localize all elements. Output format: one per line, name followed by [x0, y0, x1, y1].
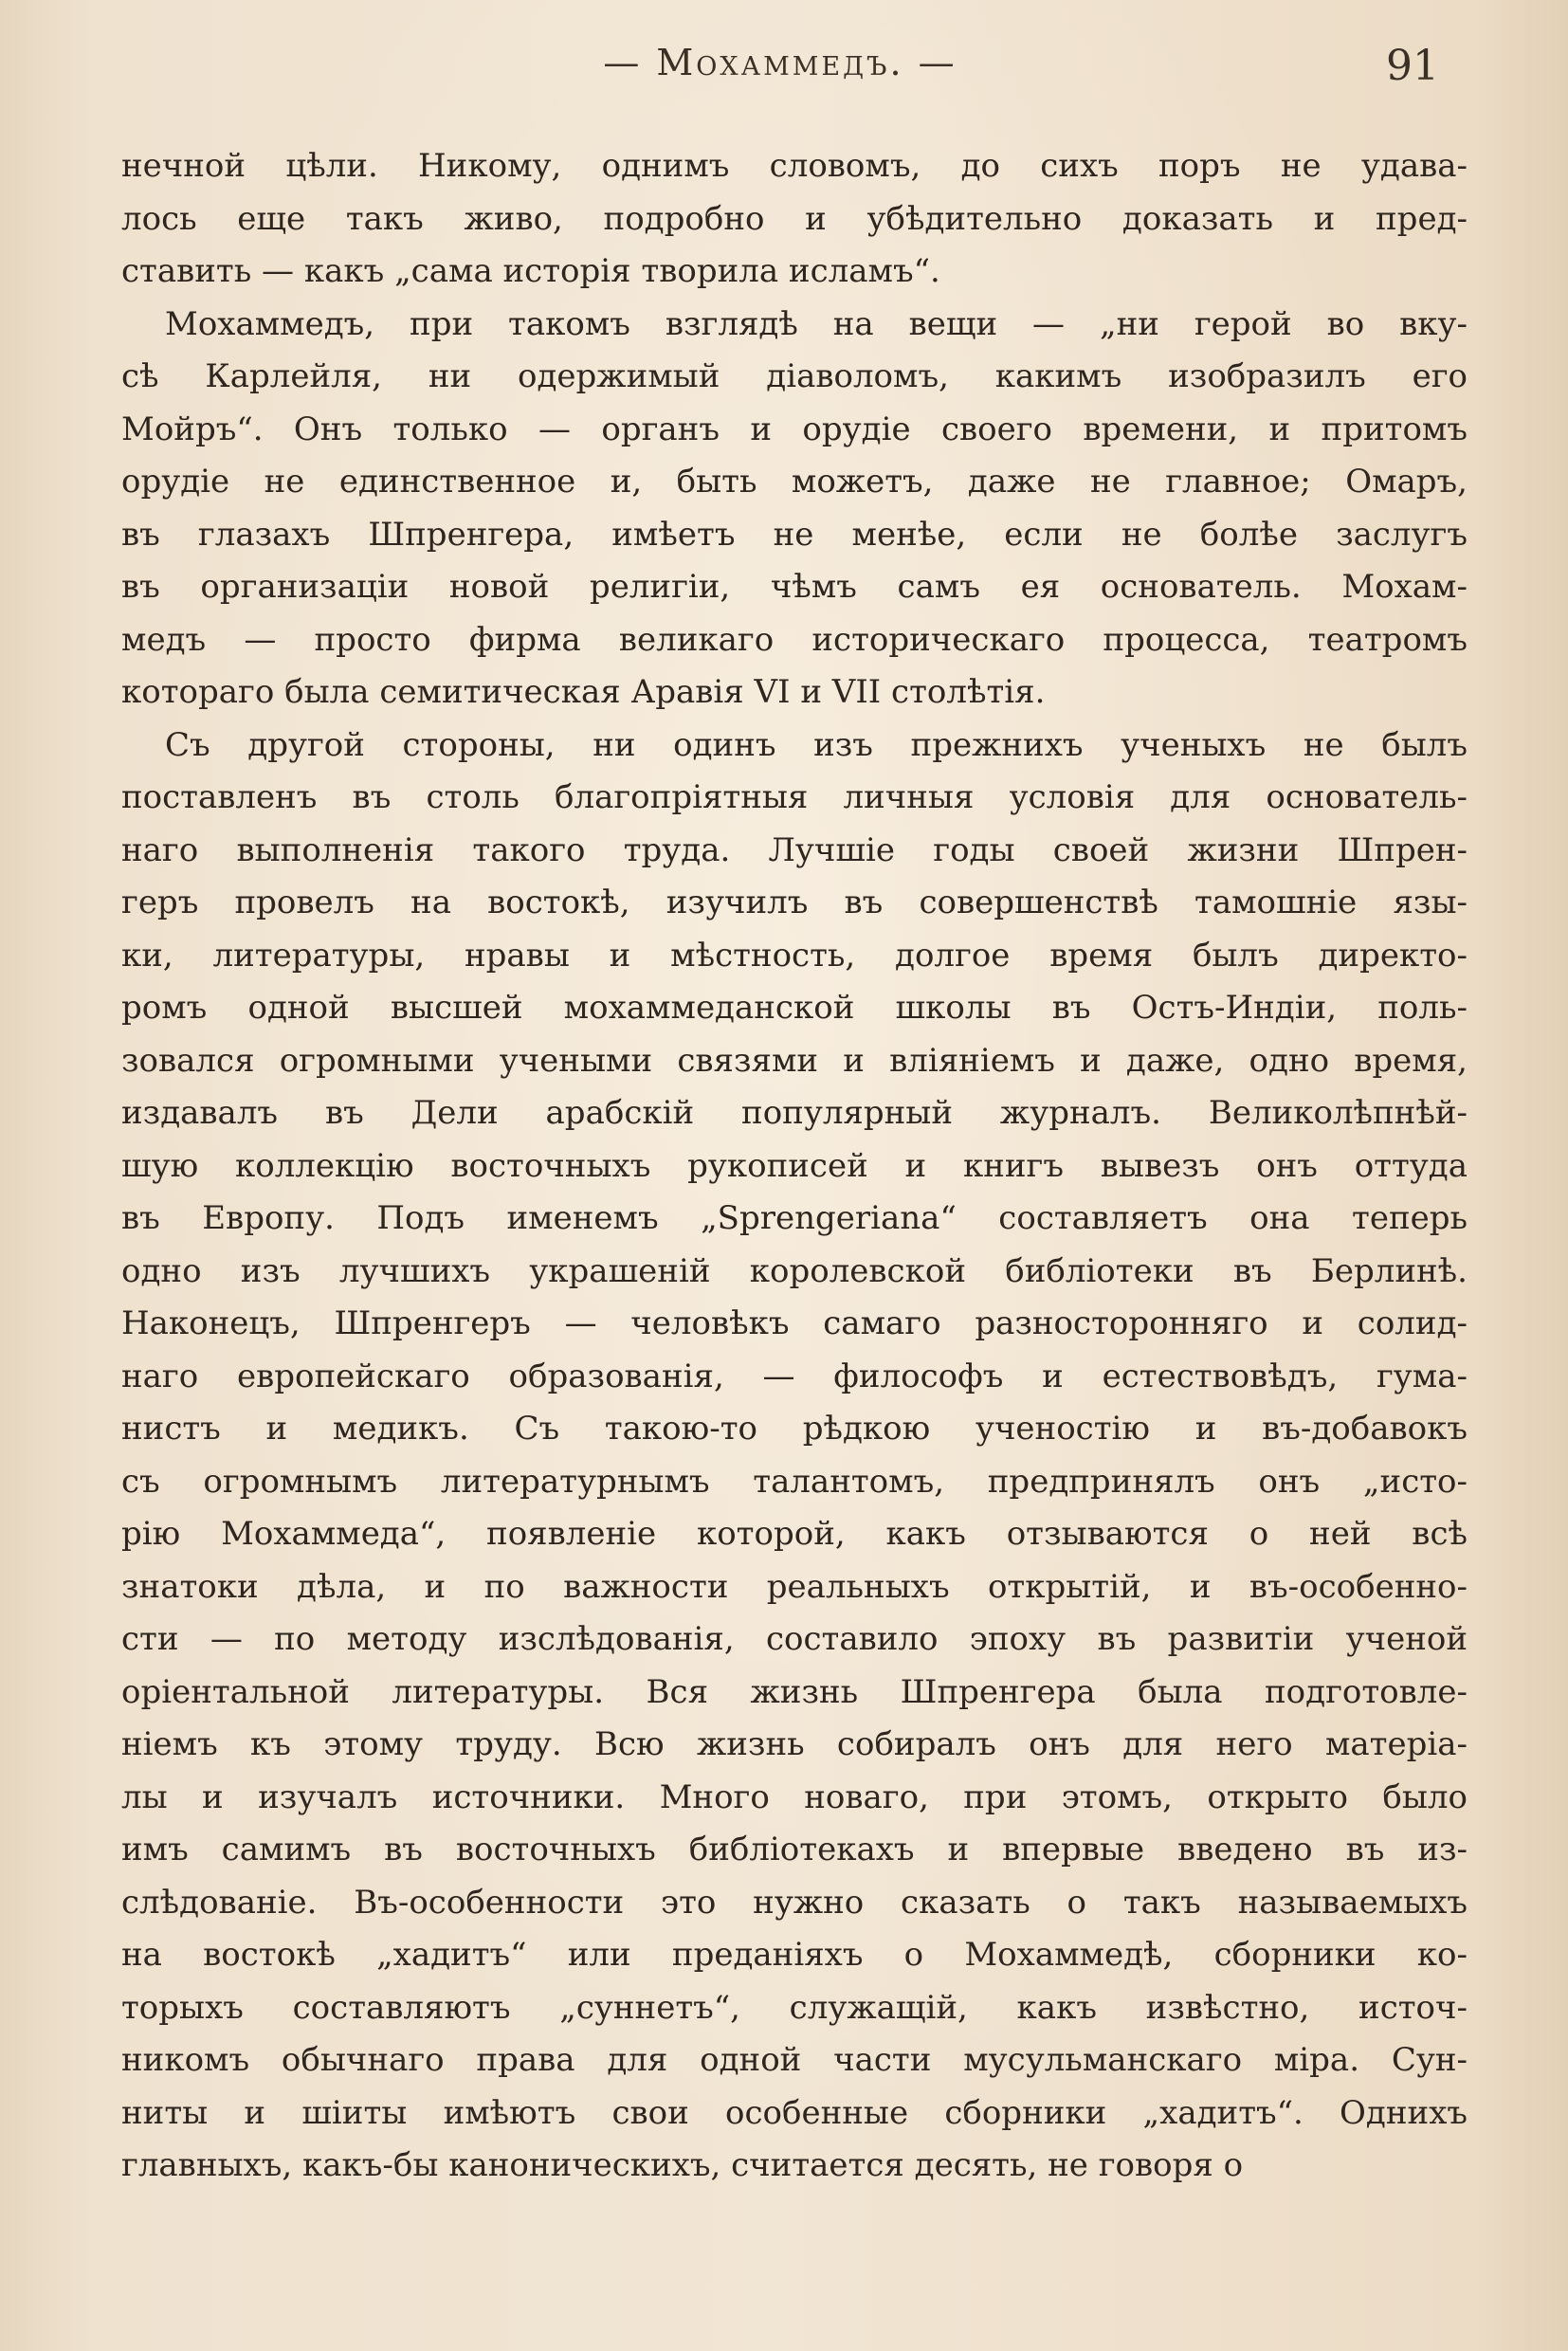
text-line: главныхъ, какъ-бы каноническихъ, считается десять, не говоря о: [121, 2146, 1244, 2184]
text-line: рію Мохаммеда“, появленіе которой, какъ отзываются о ней всѣ: [121, 1515, 1468, 1553]
text-line: геръ провелъ на востокѣ, изучилъ въ совершенствѣ тамошніе язы-: [121, 884, 1468, 921]
paragraph: [121, 720, 1468, 2193]
text-line: одно изъ лучшихъ украшеній королевской библіотеки въ Берлинѣ.: [121, 1251, 1468, 1290]
text-line: издавалъ въ Дели арабскій популярный журналъ. Великолѣпнѣй-: [121, 1094, 1468, 1132]
body-text: [121, 140, 1468, 2193]
text-line: въ организаціи новой религіи, чѣмъ самъ ея основатель. Мохам-: [121, 568, 1468, 606]
page-number: 91: [1386, 42, 1439, 90]
running-head: [121, 42, 1439, 99]
text-line: ромъ одной высшей мохаммеданской школы въ Остъ-Индіи, поль-: [121, 989, 1468, 1027]
text-line: никомъ обычнаго права для одной части мусульманскаго міра. Сун-: [121, 2041, 1468, 2079]
paragraph: [121, 140, 1468, 299]
text-line: медъ — просто фирма великаго историческаго процесса, театромъ: [121, 620, 1468, 659]
text-line: Наконецъ, Шпренгеръ — человѣкъ самаго разносторонняго и солид-: [121, 1304, 1468, 1342]
text-line: лось еще такъ живо, подробно и убѣдительно доказать и пред-: [121, 199, 1468, 238]
text-line: сти — по методу изслѣдованія, составило эпоху въ развитіи ученой: [121, 1620, 1468, 1658]
running-title: — Мохаммедъ. —: [603, 42, 957, 83]
text-line: съ огромнымъ литературнымъ талантомъ, предпринялъ онъ „исто-: [121, 1462, 1468, 1501]
text-line: зовался огромными учеными связями и вліяніемъ и даже, одно время,: [121, 1041, 1468, 1080]
text-line: наго выполненія такого труда. Лучшіе годы своей жизни Шпрен-: [121, 830, 1468, 869]
paragraph: [121, 299, 1468, 720]
text-line: Съ другой стороны, ни одинъ изъ прежнихъ ученыхъ не былъ: [165, 725, 1468, 764]
text-line: ніемъ къ этому труду. Всю жизнь собиралъ онъ для него матеріа-: [121, 1725, 1468, 1763]
text-line: лы и изучалъ источники. Много новаго, при этомъ, открыто было: [121, 1777, 1468, 1816]
text-line: имъ самимъ въ восточныхъ библіотекахъ и впервые введено въ из-: [121, 1831, 1468, 1868]
text-line: знатоки дѣла, и по важности реальныхъ открытій, и въ-особенно-: [121, 1567, 1468, 1606]
text-line: слѣдованіе. Въ-особенности это нужно сказать о такъ называемыхъ: [121, 1883, 1468, 1922]
text-line: Мойръ“. Онъ только — органъ и орудіе своего времени, и притомъ: [121, 410, 1468, 448]
text-line: шую коллекцію восточныхъ рукописей и книгъ вывезъ онъ оттуда: [121, 1146, 1468, 1185]
text-line: въ Европу. Подъ именемъ „Sprengeriana“ составляетъ она теперь: [121, 1199, 1468, 1237]
text-line: оріентальной литературы. Вся жизнь Шпренгера была подготовле-: [121, 1672, 1468, 1711]
text-line: сѣ Карлейля, ни одержимый діаволомъ, какимъ изобразилъ его: [121, 357, 1468, 395]
text-line: поставленъ въ столь благопріятныя личныя условія для основатель-: [121, 778, 1468, 816]
text-line: ки, литературы, нравы и мѣстность, долгое время былъ директо-: [121, 936, 1468, 975]
text-line: торыхъ составляютъ „суннетъ“, служащій, какъ извѣстно, источ-: [121, 1988, 1468, 2027]
text-line: котораго была семитическая Аравія VI и VII столѣтія.: [121, 673, 1046, 711]
text-line: на востокѣ „хадитъ“ или преданіяхъ о Мохаммедѣ, сборники ко-: [121, 1936, 1468, 1974]
text-line: ставить — какъ „сама исторія творила исламъ“.: [121, 252, 940, 290]
text-line: орудіе не единственное и, быть можетъ, даже не главное; Омаръ,: [121, 463, 1468, 501]
text-line: Мохаммедъ, при такомъ взглядѣ на вещи — „ни герой во вку-: [165, 304, 1468, 343]
text-line: наго европейскаго образованія, — философъ и естествовѣдъ, гума-: [121, 1357, 1468, 1395]
text-line: ниты и шіиты имѣютъ свои особенные сборники „хадитъ“. Однихъ: [121, 2093, 1468, 2132]
text-line: нечной цѣли. Никому, однимъ словомъ, до сихъ поръ не удава-: [121, 147, 1468, 185]
text-line: въ глазахъ Шпренгера, имѣетъ не менѣе, если не болѣе заслугъ: [121, 515, 1468, 554]
text-line: нистъ и медикъ. Съ такою-то рѣдкою ученостію и въ-добавокъ: [121, 1410, 1468, 1448]
